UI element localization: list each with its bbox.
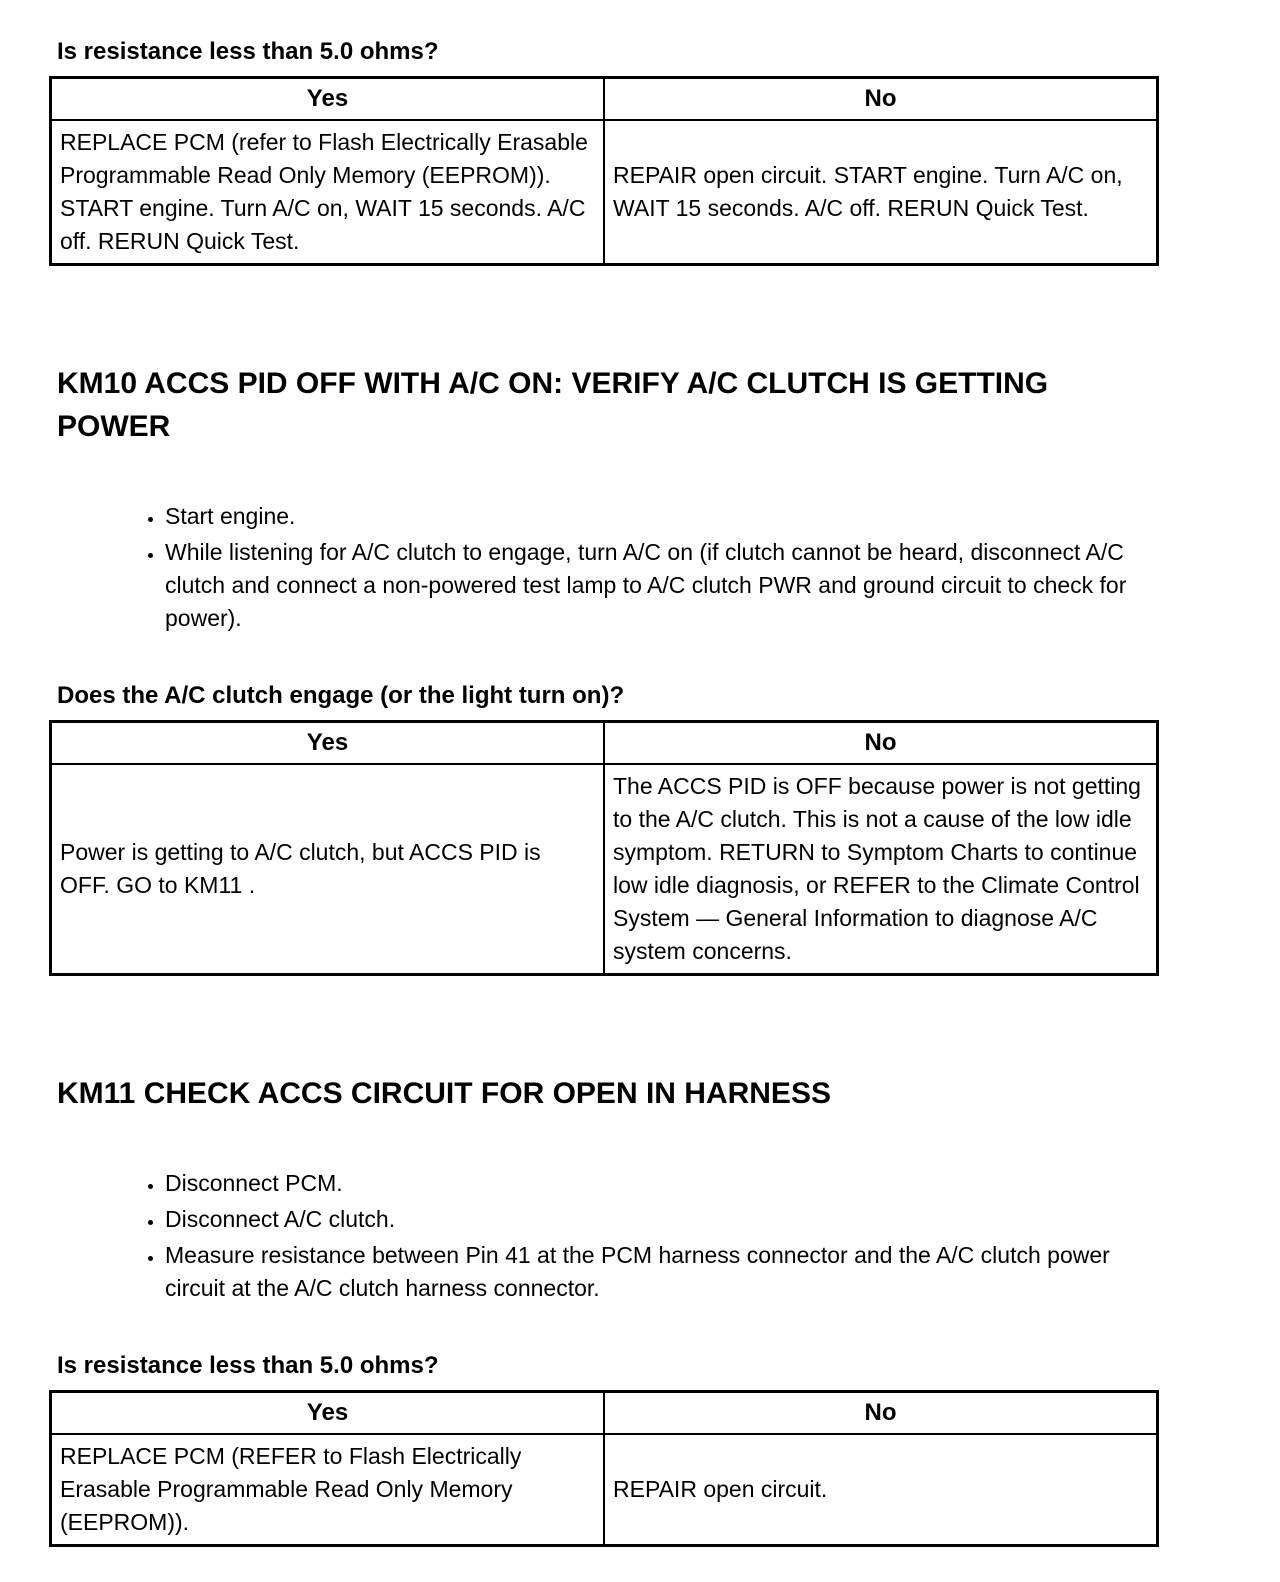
table-body-row	[51, 764, 1158, 975]
yes-cell: REPLACE PCM (REFER to Flash Electrically Erasable Programmable Read Only Memory (EEPROM)).	[51, 1434, 605, 1546]
table-body-row	[51, 1434, 1158, 1546]
bullet-item: • Measure resistance between Pin 41 at the PCM harness connector and the A/C clutch power circuit at the A/C clutch harness connector.	[165, 1239, 1159, 1305]
yes-cell: REPLACE PCM (refer to Flash Electrically Erasable Programmable Read Only Memory (EEPROM)). START engine. Turn A/C on, WAIT 15 seconds. A/C off. RERUN Quick Test.	[51, 120, 605, 265]
yes-cell: Power is getting to A/C clutch, but ACCS PID is OFF. GO to KM11 .	[51, 764, 605, 975]
yes-header-cell: Yes	[51, 78, 605, 121]
no-header-cell: No	[604, 1392, 1158, 1435]
table-header-row	[51, 78, 1158, 121]
km10-bullet-list	[49, 500, 1159, 635]
section-heading-km11: KM11 CHECK ACCS CIRCUIT FOR OPEN IN HARNESS	[57, 1077, 831, 1110]
decision-table-2	[49, 720, 1159, 976]
question-resistance-1: Is resistance less than 5.0 ohms?	[57, 38, 439, 65]
no-cell: REPAIR open circuit.	[604, 1434, 1158, 1546]
table-body-row	[51, 120, 1158, 265]
no-cell: REPAIR open circuit. START engine. Turn A/C on, WAIT 15 seconds. A/C off. RERUN Quick Test.	[604, 120, 1158, 265]
question-resistance-2: Is resistance less than 5.0 ohms?	[57, 1352, 439, 1379]
no-header-cell: No	[604, 78, 1158, 121]
no-header-cell: No	[604, 722, 1158, 765]
yes-header-cell: Yes	[51, 722, 605, 765]
table-header-row	[51, 722, 1158, 765]
no-cell: The ACCS PID is OFF because power is not getting to the A/C clutch. This is not a cause of the low idle symptom. RETURN to Symptom Charts to continue low idle diagnosis, or REFER to the Climate Control System — General Information to diagnose A/C system concerns.	[604, 764, 1158, 975]
bullet-item: • Start engine.	[165, 500, 1159, 533]
decision-table-3	[49, 1390, 1159, 1547]
section-heading-km10: KM10 ACCS PID OFF WITH A/C ON: VERIFY A/C CLUTCH IS GETTING POWER	[57, 367, 1049, 443]
question-clutch-engage: Does the A/C clutch engage (or the light turn on)?	[57, 682, 625, 709]
bullet-item: • While listening for A/C clutch to engage, turn A/C on (if clutch cannot be heard, disconnect A/C clutch and connect a non-powered test lamp to A/C clutch PWR and ground circuit to check for power).	[165, 536, 1159, 635]
table-header-row	[51, 1392, 1158, 1435]
bullet-item: • Disconnect A/C clutch.	[165, 1203, 1159, 1236]
km11-bullet-list	[49, 1167, 1159, 1305]
bullet-item: • Disconnect PCM.	[165, 1167, 1159, 1200]
decision-table-1	[49, 76, 1159, 266]
yes-header-cell: Yes	[51, 1392, 605, 1435]
